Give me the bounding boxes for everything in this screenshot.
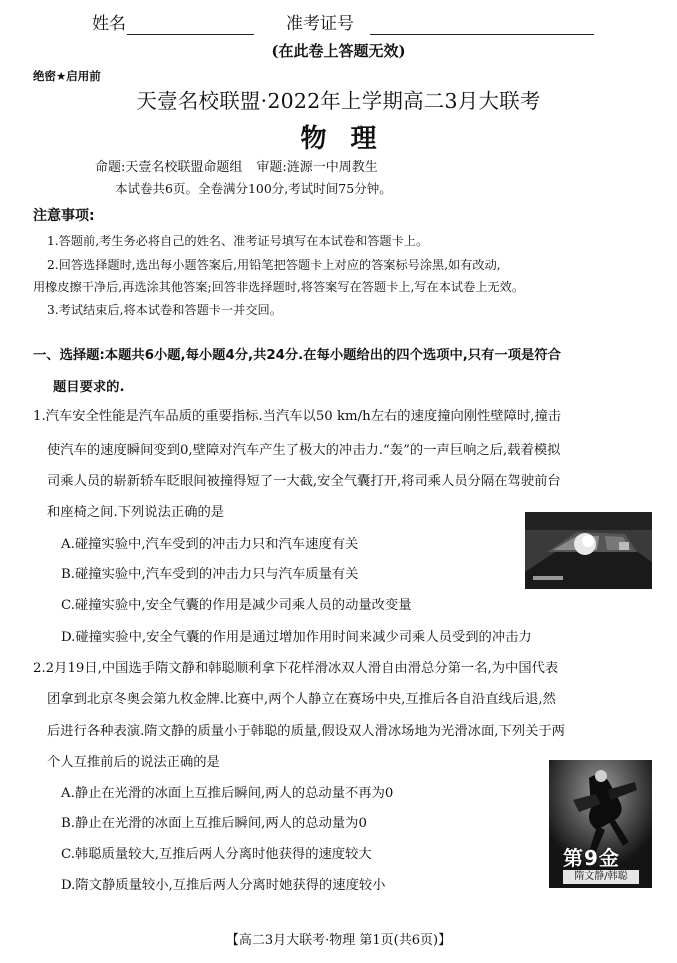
q2-option-a[interactable]: A.静止在光滑的冰面上互推后瞬间,两人的总动量不再为0 (61, 786, 394, 801)
setter-text: 命题:天壹名校联盟命题组 (95, 160, 243, 175)
section-heading-cont: 题目要求的. (53, 380, 125, 395)
q1-option-c[interactable]: C.碰撞实验中,安全气囊的作用是减少司乘人员的动量改变量 (61, 598, 412, 613)
notice-title: 注意事项: (33, 208, 95, 224)
name-blank-line[interactable] (127, 34, 254, 35)
section-heading: 一、选择题:本题共6小题,每小题4分,共24分.在每小题给出的四个选项中,只有一项是符合 (33, 348, 561, 363)
page-footer: 【高二3月大联考·物理 第1页(共6页)】 (225, 933, 452, 948)
notice-line: 1.答题前,考生务必将自己的姓名、准考证号填写在本试卷和答题卡上。 (47, 234, 429, 248)
q2-option-b[interactable]: B.静止在光滑的冰面上互推后瞬间,两人的总动量为0 (61, 816, 367, 831)
q2-stem-line: 2.2月19日,中国选手隋文静和韩聪顺利拿下花样滑冰双人滑自由滑总分第一名,为中国代表 (33, 661, 559, 676)
secret-mark: 绝密★启用前 (33, 69, 101, 83)
id-label: 准考证号 (286, 14, 354, 34)
q2-option-c[interactable]: C.韩聪质量较大,互推后两人分离时他获得的速度较大 (61, 847, 372, 862)
notice-line: 用橡皮擦干净后,再选涂其他答案;回答非选择题时,将答案写在答题卡上,写在本试卷上无效。 (33, 280, 525, 294)
gold-medal-badge: 第9金 (563, 846, 620, 870)
exam-credits (95, 158, 378, 178)
name-label: 姓名 (92, 14, 126, 34)
q2-stem-line: 后进行各种表演.隋文静的质量小于韩聪的质量,假设双人滑冰场地为光滑冰面,下列关于两 (47, 724, 565, 739)
q1-stem-line: 1.汽车安全性能是汽车品质的重要指标.当汽车以50 km/h左右的速度撞向刚性壁障时,撞击 (33, 409, 562, 424)
exam-title: 天壹名校联盟·2022年上学期高二3月大联考 (136, 89, 541, 113)
invalid-note: (在此卷上答题无效) (271, 42, 406, 60)
skating-photo (549, 760, 652, 888)
q2-stem-line: 个人互推前后的说法正确的是 (47, 755, 220, 770)
subject-title: 物理 (300, 124, 401, 154)
reviewer-text: 审题:涟源一中周教生 (256, 160, 378, 175)
photo-caption: 隋文静/韩聪 (563, 870, 639, 884)
q1-stem-line: 使汽车的速度瞬间变到0,壁障对汽车产生了极大的冲击力.“轰”的一声巨响之后,载着模拟 (47, 443, 561, 458)
q1-option-d[interactable]: D.碰撞实验中,安全气囊的作用是通过增加作用时间来减少司乘人员受到的冲击力 (61, 630, 532, 645)
q1-stem-line: 和座椅之间.下列说法正确的是 (47, 505, 225, 520)
crash-test-image (525, 512, 652, 589)
q2-stem-line: 团拿到北京冬奥会第九枚金牌.比赛中,两个人静立在赛场中央,互推后各自沿直线后退,然 (47, 692, 556, 707)
notice-line: 3.考试结束后,将本试卷和答题卡一并交回。 (47, 303, 282, 317)
notice-line: 2.回答选择题时,选出每小题答案后,用铅笔把答题卡上对应的答案标号涂黑,如有改动, (47, 258, 501, 272)
exam-info: 本试卷共6页。全卷满分100分,考试时间75分钟。 (115, 181, 392, 196)
q1-option-b[interactable]: B.碰撞实验中,汽车受到的冲击力只与汽车质量有关 (61, 567, 359, 582)
q1-stem-line: 司乘人员的崭新轿车眨眼间被撞得短了一大截,安全气囊打开,将司乘人员分隔在驾驶前台 (47, 474, 561, 489)
q1-option-a[interactable]: A.碰撞实验中,汽车受到的冲击力只和汽车速度有关 (61, 537, 359, 552)
crash-test-photo (525, 512, 652, 589)
id-blank-line[interactable] (370, 34, 594, 35)
q2-option-d[interactable]: D.隋文静质量较小,互推后两人分离时她获得的速度较小 (61, 878, 386, 893)
